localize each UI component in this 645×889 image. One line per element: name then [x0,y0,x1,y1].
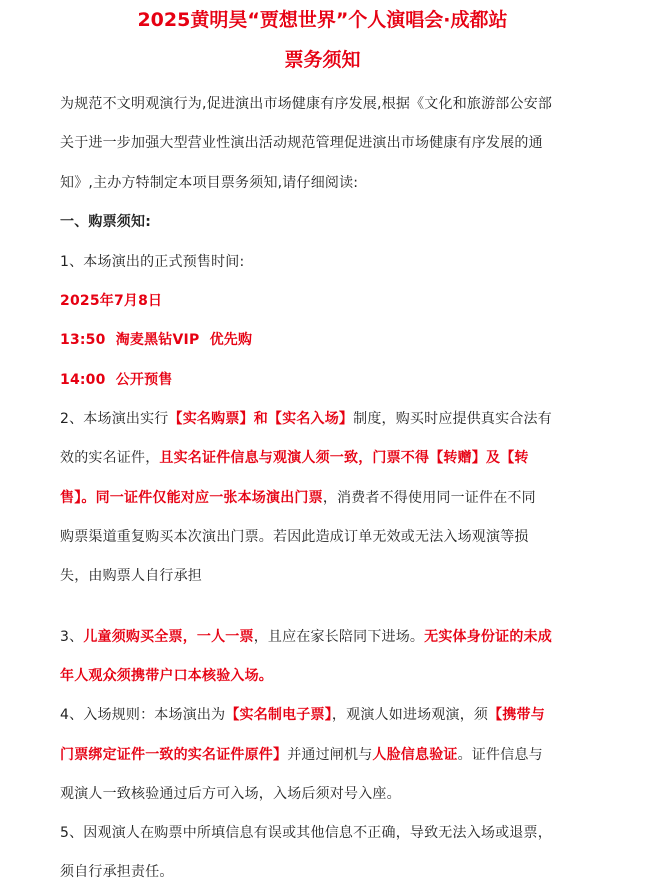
item2-l2b: 且实名证件信息与观演人须一致，门票不得【转赠】及【转 [159,450,529,466]
presale-date: 2025年7月8日 [60,293,163,309]
item2-line-2 [60,448,630,468]
item2-line-1 [60,409,630,429]
page-title: 2025黄明昊“贾想世界”个人演唱会·成都站 [137,9,508,31]
item4-l2b: 并通过闸机与 [287,747,373,763]
item2-line-3 [60,488,630,508]
item1-text: 1、本场演出的正式预售时间: [60,254,245,270]
item4-l1a: 4、入场规则：本场演出为 [60,707,226,723]
item5-line-1: 5、因观演人在购票中所填信息有误或其他信息不正确，导致无法入场或退票， [60,825,552,841]
item3-l1d: 无实体身份证的未成 [424,629,552,645]
item3-l1c: ，且应在家长陪同下进场。 [253,629,425,645]
item4-l2a: 门票绑定证件一致的实名证件原件】 [60,747,288,763]
item4-l1d: 【携带与 [488,707,545,723]
item2-l3a: 售】。同一证件仅能对应一张本场演出门票 [60,490,323,506]
item4-l2d: 。证件信息与 [457,747,543,763]
item4-l2c: 人脸信息验证 [372,747,458,763]
item3-l1b: 儿童须购买全票，一人一票 [83,629,254,645]
item2-l1a: 2、本场演出实行 [60,411,169,427]
item2-l1c: 制度，购买时应提供真实合法有 [353,411,552,427]
item4-line-3: 观演人一致核验通过后方可入场，入场后须对号入座。 [60,786,401,802]
item5-line-2: 须自行承担责任。 [60,864,174,880]
intro-line-1: 为规范不文明观演行为,促进演出市场健康有序发展,根据《文化和旅游部公安部 [60,96,553,112]
section-heading: 一、购票须知: [60,214,151,230]
intro-line-2: 关于进一步加强大型营业性演出活动规范管理促进演出市场健康有序发展的通 [60,135,543,151]
item4-line-1 [60,705,630,725]
item2-l2a: 效的实名证件， [60,450,160,466]
item3-line-2: 年人观众须携带户口本核验入场。 [60,668,273,684]
item4-l1c: ，观演人如进场观演，须 [331,707,489,723]
item4-l1b: 【实名制电子票】 [225,707,332,723]
page-subtitle: 票务须知 [284,49,361,71]
item4-line-2 [60,745,630,765]
item2-line-5: 失，由购票人自行承担 [60,568,202,584]
item3-l1a: 3、 [60,629,84,645]
item2-l3b: ，消费者不得使用同一证件在不同 [322,490,536,506]
presale-time-public: 14:00 公开预售 [60,372,173,388]
presale-time-vip: 13:50 淘麦黑钻VIP 优先购 [60,332,253,348]
item3-line-1 [60,627,630,647]
intro-line-3: 知》,主办方特制定本项目票务须知,请仔细阅读: [60,175,359,191]
item2-l1b: 【实名购票】和【实名入场】 [168,411,354,427]
item2-line-4: 购票渠道重复购买本次演出门票。若因此造成订单无效或无法入场观演等损 [60,529,529,545]
